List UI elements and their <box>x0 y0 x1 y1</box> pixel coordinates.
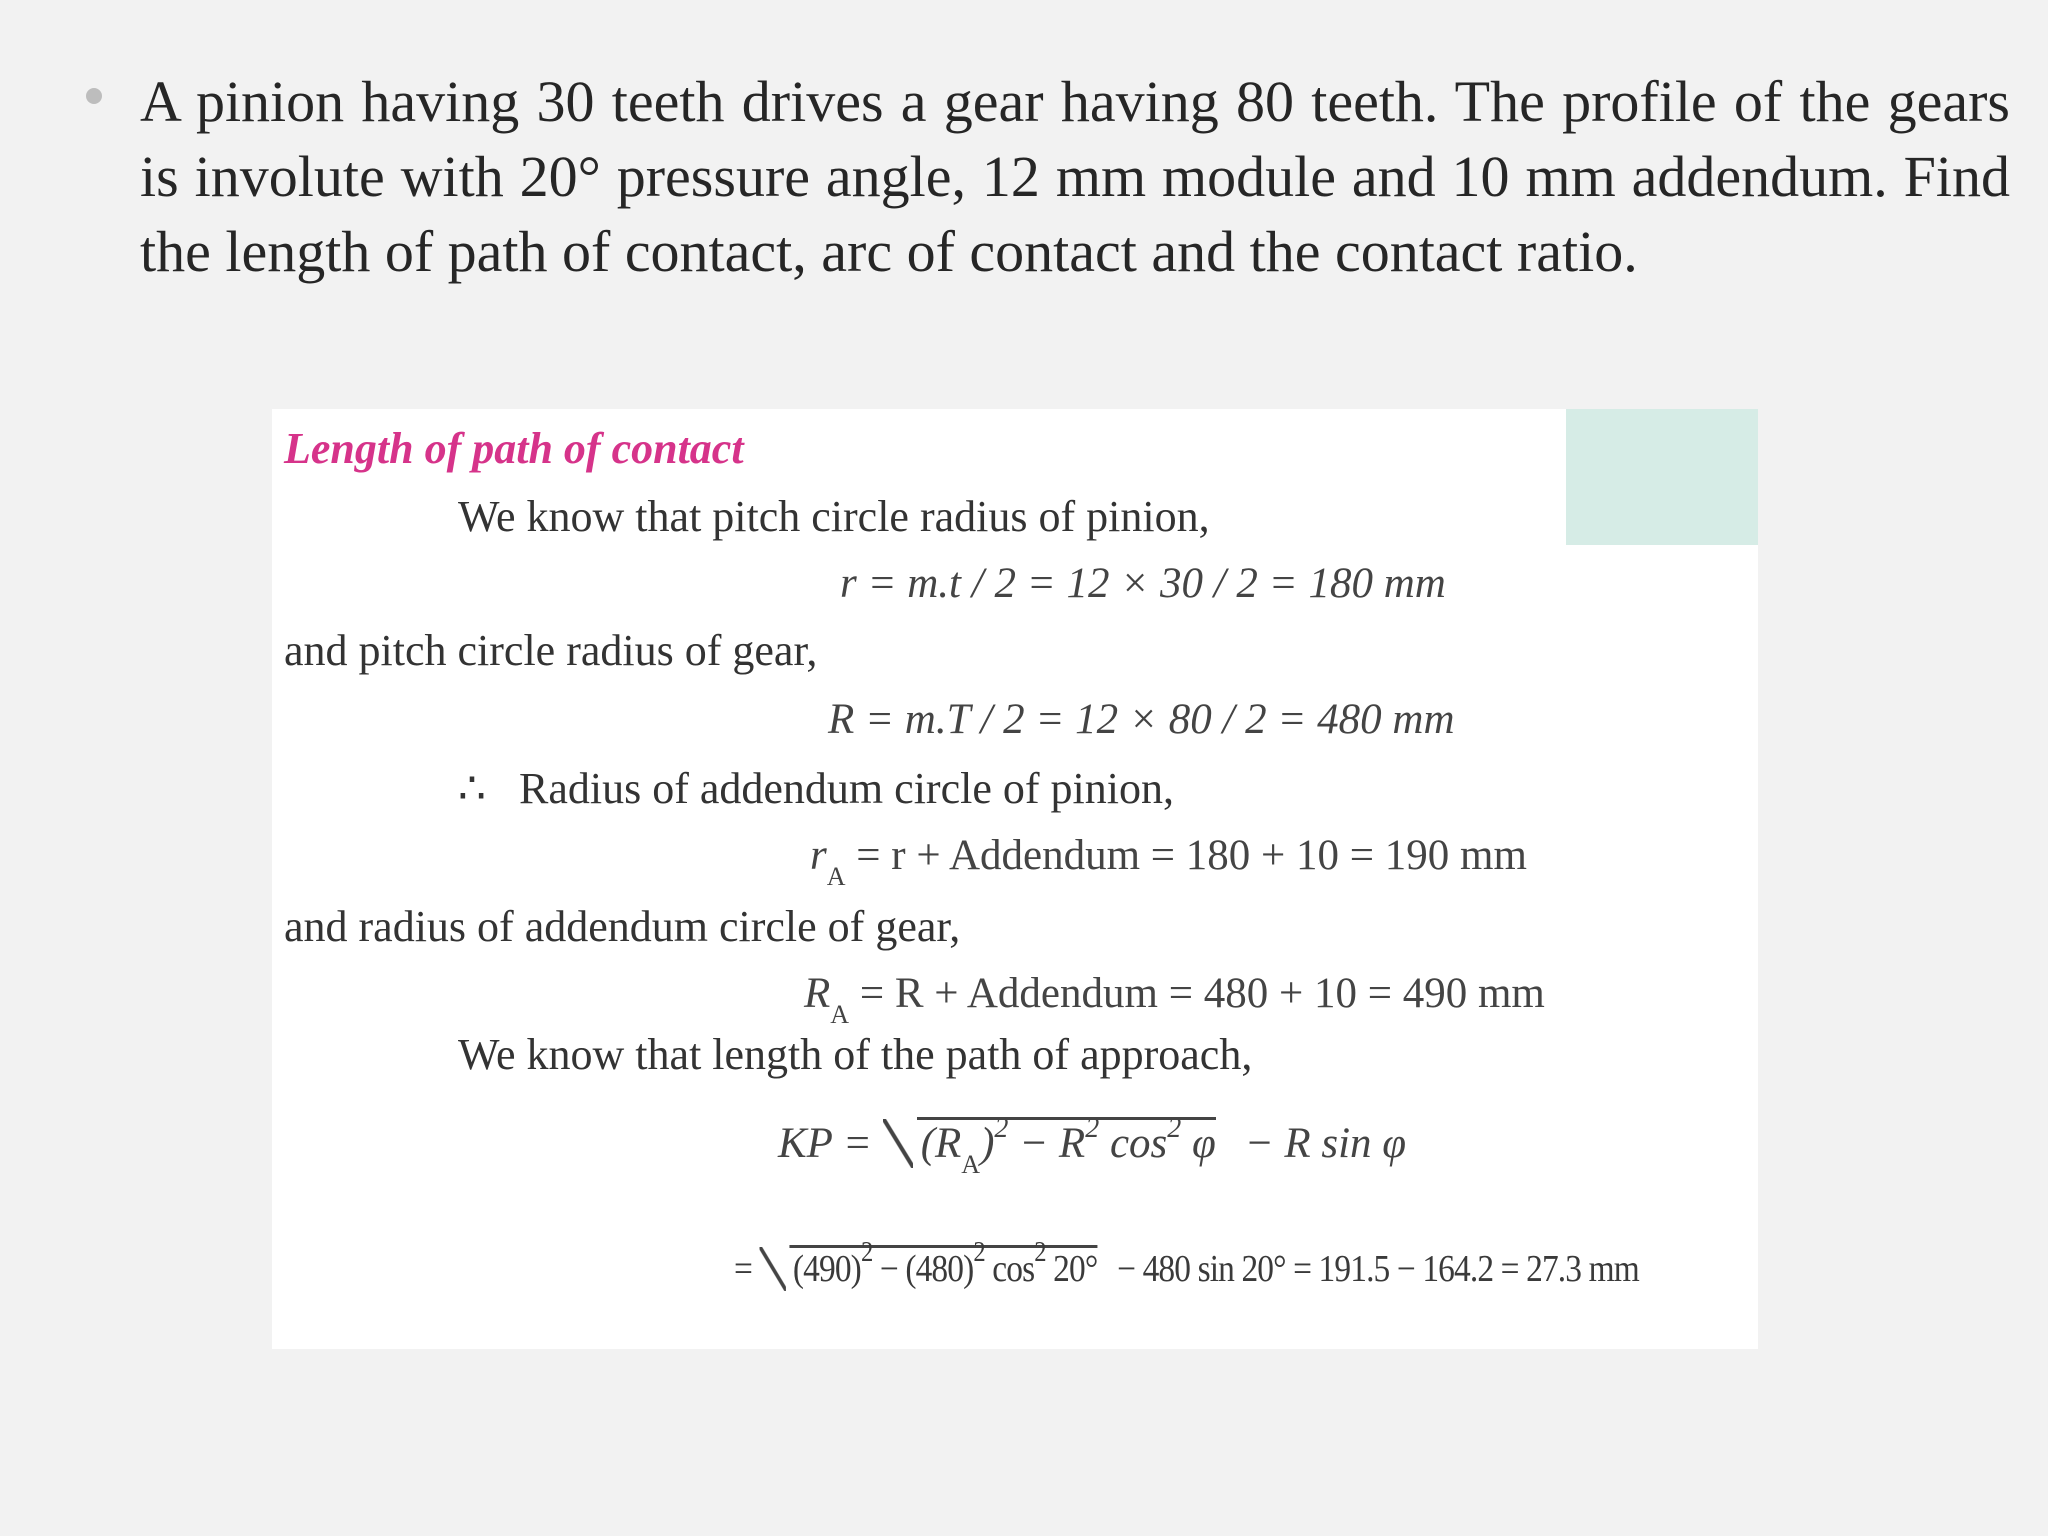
eq5-sq2: 2 <box>1085 1113 1100 1144</box>
eq5-rad-sub: A <box>961 1150 981 1179</box>
eq4-sub: A <box>830 1000 850 1029</box>
corner-decoration <box>1566 409 1758 545</box>
eq6-sq3: 2 <box>1034 1237 1046 1268</box>
eq5-sq3: 2 <box>1167 1113 1182 1144</box>
eq5-sq1: 2 <box>994 1113 1009 1144</box>
eq4-rhs: = R + Addendum = 480 + 10 = 490 mm <box>859 970 1545 1017</box>
equation-gear-addendum <box>804 969 1545 1029</box>
text-line-3-label: Radius of addendum circle of pinion, <box>519 764 1174 813</box>
solution-image <box>272 409 1758 1349</box>
eq6-rad-c: cos <box>984 1248 1035 1290</box>
equation-pinion-radius: r = m.t / 2 = 12 × 30 / 2 = 180 mm <box>840 560 1446 607</box>
text-line-3 <box>458 763 1174 814</box>
text-line-2: and pitch circle radius of gear, <box>284 626 818 675</box>
equation-pinion-addendum <box>810 831 1527 891</box>
eq4-lhs: R <box>804 970 831 1017</box>
equation-gear-radius: R = m.T / 2 = 12 × 80 / 2 = 480 mm <box>828 696 1455 743</box>
text-line-5: We know that length of the path of approach, <box>458 1030 1253 1079</box>
problem-statement: A pinion having 30 teeth drives a gear having 80 teeth. The profile of the gears is involute with 20° pressure angle, 12 mm module and 10 mm addendum. Find the length of path of contact, arc of contact and the contact ratio. <box>140 69 2010 284</box>
eq5-rad-e: φ <box>1181 1120 1216 1167</box>
eq6-sq2: 2 <box>973 1237 985 1268</box>
therefore-symbol: ∴ <box>458 764 486 813</box>
square-root-numeric <box>759 1237 1098 1291</box>
eq5-rad-a: (R <box>920 1120 962 1167</box>
eq3-rhs: = r + Addendum = 180 + 10 = 190 mm <box>856 832 1527 879</box>
eq5-rad-b: ) <box>980 1120 995 1167</box>
eq5-tail: − R sin φ <box>1244 1120 1407 1167</box>
square-root <box>883 1113 1216 1179</box>
eq6-rad-b: − (480) <box>872 1248 974 1290</box>
equation-path-of-approach <box>778 1113 1407 1179</box>
eq5-rad-c: − R <box>1008 1120 1086 1167</box>
solution-heading: Length of path of contact <box>284 424 744 473</box>
eq6-rad-a: (490) <box>792 1248 861 1290</box>
bullet-dot <box>86 88 102 104</box>
eq6-sq1: 2 <box>860 1237 873 1268</box>
text-line-4: and radius of addendum circle of gear, <box>284 902 961 951</box>
eq5-lhs: KP = <box>778 1120 872 1167</box>
text-line-1: We know that pitch circle radius of pinion, <box>458 492 1210 541</box>
eq3-sub: A <box>826 862 846 891</box>
equation-path-of-approach-value <box>734 1237 1639 1291</box>
eq6-tail: − 480 sin 20° = 191.5 − 164.2 = 27.3 mm <box>1117 1248 1639 1290</box>
eq3-lhs: r <box>810 832 827 879</box>
eq6-rad-d: 20° <box>1045 1248 1098 1290</box>
eq5-rad-d: cos <box>1099 1120 1168 1167</box>
eq6-equals: = <box>734 1248 752 1290</box>
